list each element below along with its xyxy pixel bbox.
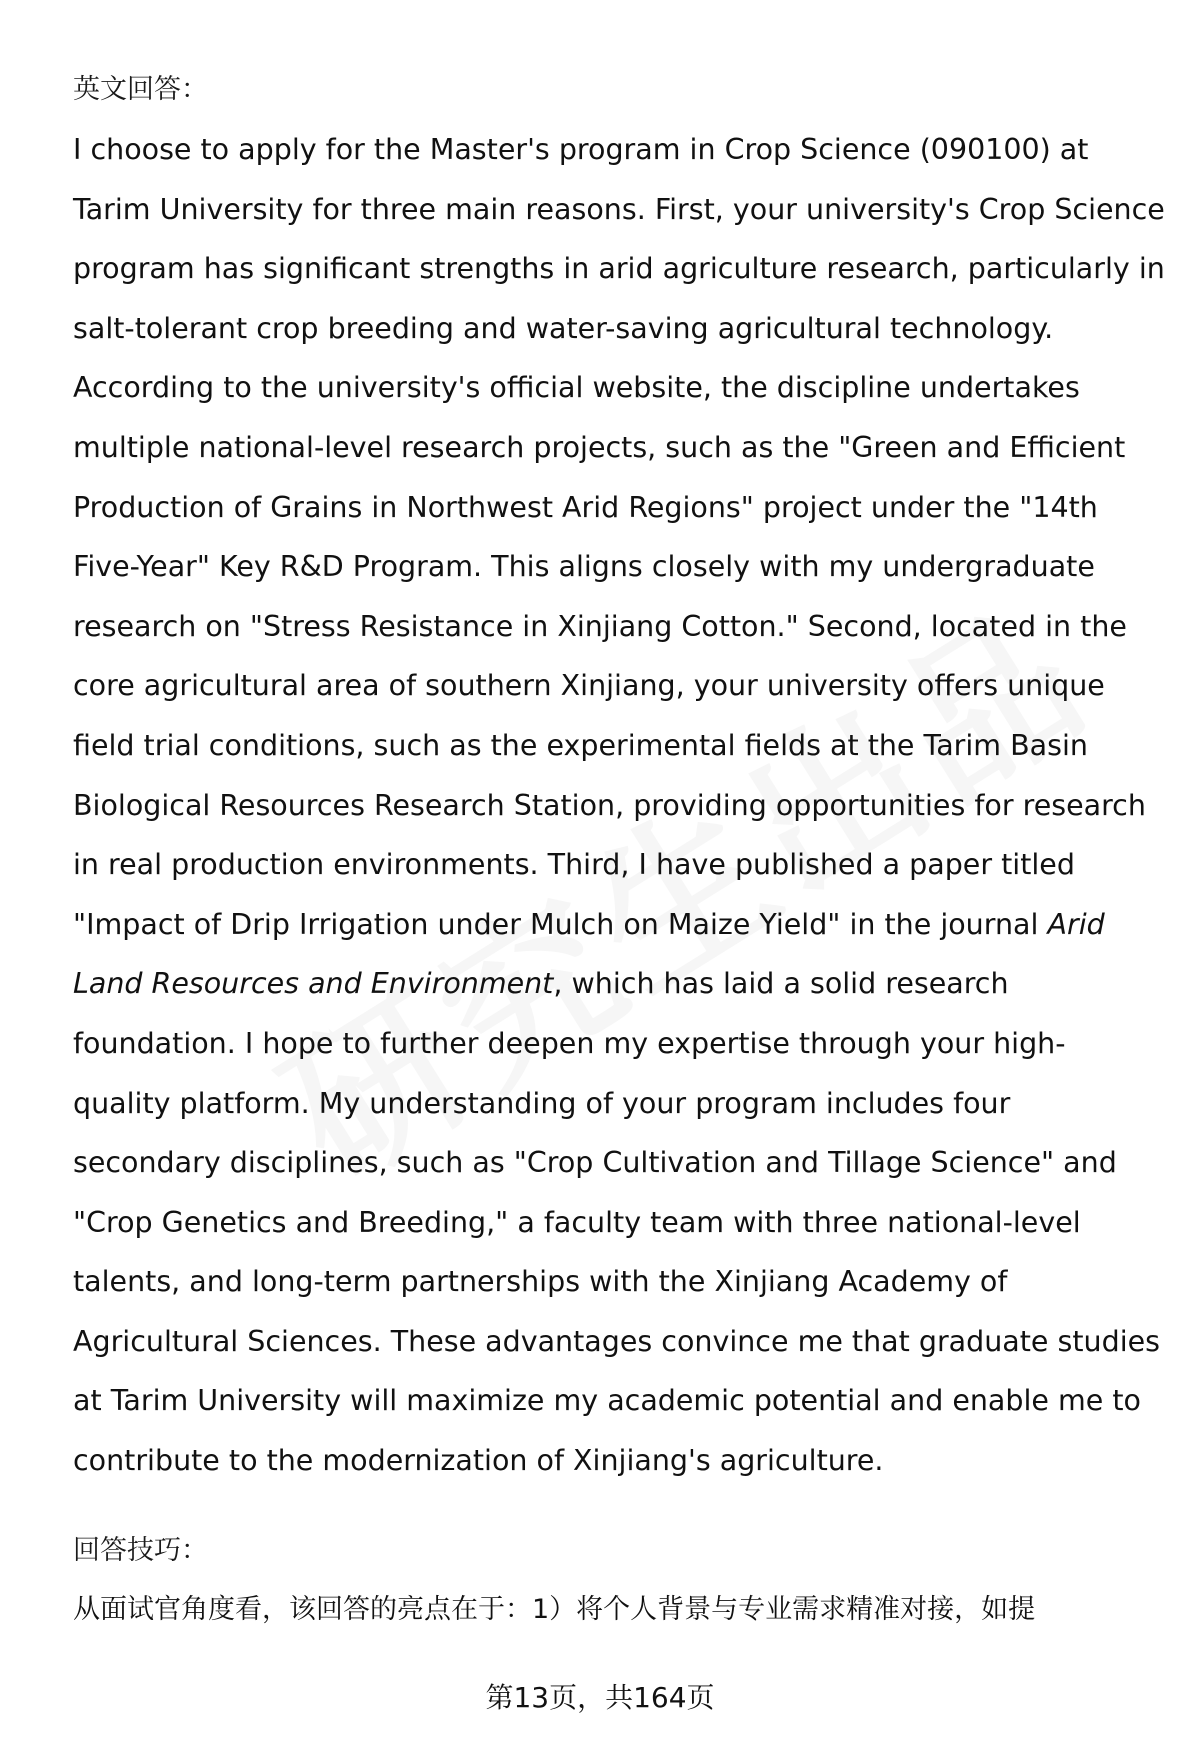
answer-line: Biological Resources Research Station, providing opportunities for research (73, 788, 1146, 822)
answer-line: I choose to apply for the Master's program in Crop Science (090100) at (73, 133, 1089, 166)
answer-line: Agricultural Sciences. These advantages convince me that graduate studies (73, 1324, 1160, 1358)
answer-line: contribute to the modernization of Xinjiang's agriculture. (73, 1444, 884, 1478)
answer-line: at Tarim University will maximize my academic potential and enable me to (73, 1384, 1141, 1418)
page-number-footer: 第13页，共164页 (485, 1681, 715, 1714)
answer-line: research on "Stress Resistance in Xinjiang Cotton." Second, located in the (73, 609, 1127, 643)
answer-line: According to the university's official website, the discipline undertakes (73, 371, 1080, 405)
answer-tips-text: 从面试官角度看，该回答的亮点在于：1）将个人背景与专业需求精准对接，如提 (73, 1594, 1036, 1625)
answer-line-with-journal (73, 895, 1163, 955)
journal-title-part: Land Resources and Environment (73, 967, 554, 1001)
answer-tips-label: 回答技巧： (73, 1535, 208, 1566)
answer-line-with-journal (73, 954, 1163, 1014)
english-answer-paragraph (73, 120, 1163, 1491)
answer-line: Tarim University for three main reasons. First, your university's Crop Science (73, 192, 1165, 226)
answer-line: core agricultural area of southern Xinjiang, your university offers unique (73, 669, 1105, 703)
answer-line: Five-Year" Key R&D Program. This aligns closely with my undergraduate (73, 550, 1095, 584)
answer-line: foundation. I hope to further deepen my expertise through your high- (73, 1026, 1066, 1060)
answer-text: "Impact of Drip Irrigation under Mulch on Maize Yield" in the journal (73, 907, 1048, 941)
answer-line: quality platform. My understanding of your program includes four (73, 1086, 1011, 1120)
answer-line: multiple national-level research projects, such as the "Green and Efficient (73, 430, 1126, 464)
answer-line: in real production environments. Third, I have published a paper titled (73, 848, 1075, 882)
english-answer-label: 英文回答： (73, 74, 208, 105)
answer-line: salt-tolerant crop breeding and water-saving agricultural technology. (73, 311, 1054, 345)
answer-line: secondary disciplines, such as "Crop Cultivation and Tillage Science" and (73, 1146, 1117, 1180)
answer-line: "Crop Genetics and Breeding," a faculty team with three national-level (73, 1205, 1081, 1239)
answer-line: program has significant strengths in arid agriculture research, particularly in (73, 252, 1165, 286)
answer-line: talents, and long-term partnerships with the Xinjiang Academy of (73, 1265, 1008, 1299)
answer-line: field trial conditions, such as the experimental fields at the Tarim Basin (73, 728, 1088, 762)
answer-line: Production of Grains in Northwest Arid Regions" project under the "14th (73, 490, 1098, 524)
journal-title-part: Arid (1047, 907, 1105, 941)
answer-text: , which has laid a solid research (553, 967, 1009, 1001)
